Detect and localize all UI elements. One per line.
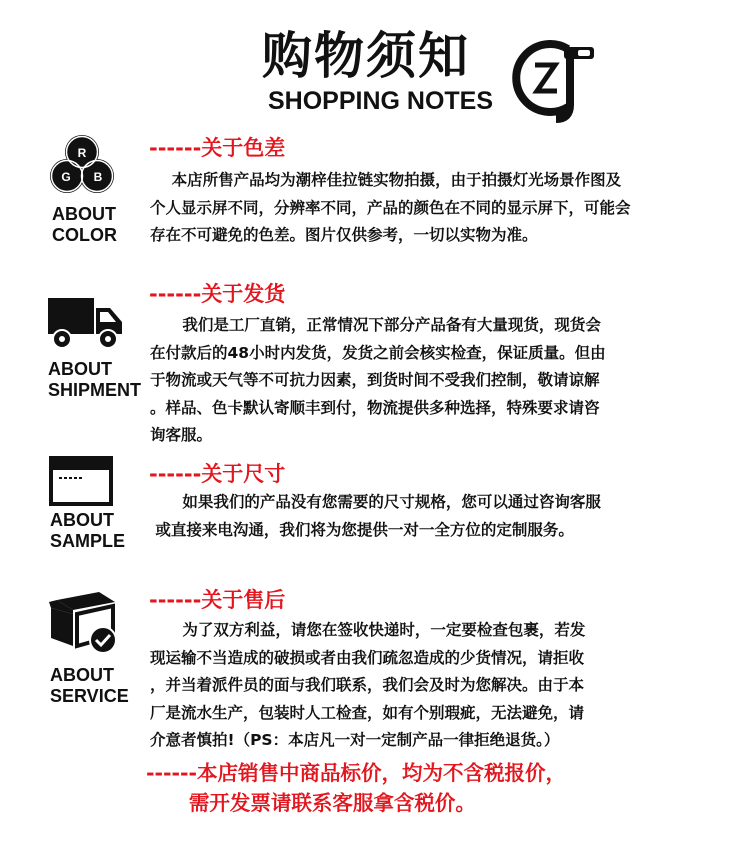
section-title-shipment: ------关于发货 <box>149 282 286 306</box>
icon-label-line1: ABOUT <box>50 665 114 685</box>
tax-notice-line2: 需开发票请联系客服拿含税价。 <box>146 791 476 815</box>
page-subtitle: SHOPPING NOTES <box>268 87 494 115</box>
tax-notice <box>146 758 706 818</box>
rgb-letter-r: R <box>77 146 87 160</box>
czj-logo <box>508 35 600 125</box>
section-body-sample: 如果我们的产品没有您需要的尺寸规格，您可以通过咨询客服 或直接来电沟通，我们将为您提供一对一全方位的定制服务。 <box>155 493 601 539</box>
icon-label-line1: ABOUT <box>52 204 116 224</box>
delivery-truck-icon <box>46 296 124 350</box>
section-title-sample: ------关于尺寸 <box>149 462 286 486</box>
icon-label-line1: ABOUT <box>50 510 114 530</box>
icon-label-line2: SHIPMENT <box>48 380 142 400</box>
page-title: 购物须知 <box>262 27 470 85</box>
rgb-letter-b: B <box>93 170 103 184</box>
rgb-circles-icon <box>50 134 114 198</box>
tax-notice-line1: ------本店销售中商品标价，均为不含税报价， <box>146 761 567 785</box>
section-body-service: 为了双方利益，请您在签收快递时，一定要检查包裹，若发 现运输不当造成的破损或者由我们疏忽造成的少货情况，请拒收 ，并当着派件员的面与我们联系，我们会及时为您解决。由于本 厂是流水生产，包装时人工检查，如有个别瑕疵，无法避免，请 介意者慎拍!（PS：本店凡一对一定制产品一律拒绝退货。） <box>150 621 586 749</box>
package-check-icon <box>47 590 119 656</box>
icon-label-line2: SAMPLE <box>50 531 126 551</box>
icon-label-line2: SERVICE <box>50 686 129 706</box>
icon-label-line1: ABOUT <box>48 359 112 379</box>
browser-window-icon <box>49 456 113 506</box>
section-body-color: 本店所售产品均为潮梓佳拉链实物拍摄，由于拍摄灯光场景作图及 个人显示屏不同，分辨率不同，产品的颜色在不同的显示屏下，可能会 存在不可避免的色差。图片仅供参考，一切以实物为准。 <box>150 171 631 244</box>
rgb-letter-g: G <box>61 170 71 184</box>
section-title-color: ------关于色差 <box>149 136 286 160</box>
section-title-service: ------关于售后 <box>149 588 286 612</box>
icon-label-line2: COLOR <box>52 225 117 245</box>
section-body-shipment: 我们是工厂直销，正常情况下部分产品备有大量现货，现货会 在付款后的48小时内发货，发货之前会核实检查，保证质量。但由 于物流或天气等不可抗力因素，到货时间不受我们控制，敬请谅解 。样品、色卡默认寄顺丰到付，物流提供多种选择，特殊要求请咨 询客服。 <box>150 316 606 444</box>
